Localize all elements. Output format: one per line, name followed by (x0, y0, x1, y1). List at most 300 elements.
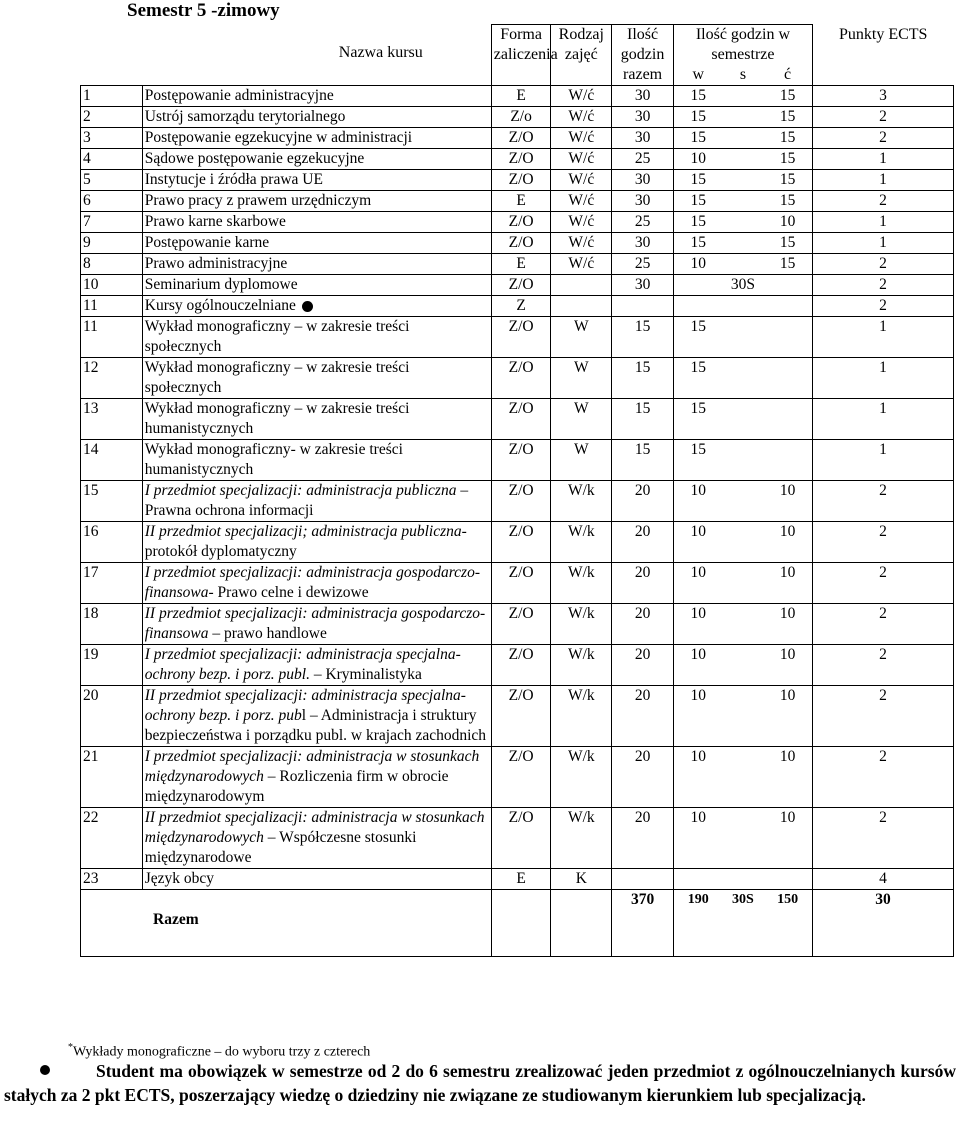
forma-cell: Z/O (491, 686, 551, 747)
razem-cell: 30 (612, 275, 674, 296)
rodzaj-cell: W (551, 358, 612, 399)
c-value: 15 (779, 129, 796, 146)
footnote-text: Wykłady monograficzne – do wyboru trzy z czterech (73, 1044, 371, 1060)
semestr-values (676, 747, 810, 767)
header-sub-s: s (739, 66, 747, 83)
course-name (142, 645, 491, 686)
course-name (142, 107, 491, 128)
rodzaj-cell: W/k (551, 747, 612, 808)
razem-cell: 25 (612, 254, 674, 275)
table-row (81, 191, 954, 212)
header-ilosc: Ilość godzin razem (612, 25, 674, 86)
rodzaj-cell: W (551, 399, 612, 440)
bullet-icon (302, 301, 313, 312)
row-number: 20 (81, 686, 143, 747)
course-name-specialization: I przedmiot specjalizacji: administracja publiczna (144, 482, 457, 499)
course-name-text: Postępowanie karne (144, 234, 270, 251)
semestr-values (676, 645, 810, 665)
table-row (81, 440, 954, 481)
razem-cell: 30 (612, 170, 674, 191)
rodzaj-cell: W/ć (551, 170, 612, 191)
table-row (81, 808, 954, 869)
ects-cell: 1 (812, 358, 953, 399)
s-value (721, 686, 766, 706)
table-row (81, 128, 954, 149)
row-number: 5 (81, 170, 143, 191)
semestr-values (676, 149, 810, 169)
s-value (721, 233, 766, 253)
ects-cell: 2 (812, 107, 953, 128)
course-name-specialization: II przedmiot specjalizacji: administracja w stosunkach międzynarodowych (144, 809, 485, 846)
rodzaj-cell: W/k (551, 563, 612, 604)
table-row (81, 317, 954, 358)
course-name-text: protokół dyplomatyczny (144, 543, 297, 560)
course-name-text: Prawo administracyjne (144, 255, 288, 272)
row-number: 13 (81, 399, 143, 440)
course-name-specialization: I przedmiot specjalizacji: administracja gospodarczo-finansowa- (144, 564, 480, 601)
semestr-cell (673, 399, 812, 440)
c-value: 10 (779, 213, 796, 230)
w-value: 10 (690, 523, 707, 540)
course-name (142, 275, 491, 296)
rodzaj-cell: W/ć (551, 149, 612, 170)
course-name-text: l – Administracja i struktury bezpieczeństwa i porządku publ. w krajach zachodnich (144, 707, 487, 744)
table-row (81, 522, 954, 563)
razem-cell: 20 (612, 645, 674, 686)
w-value: 15 (690, 213, 707, 230)
semestr-cell (673, 149, 812, 170)
course-name-text: Wykład monograficzny – w zakresie treści społecznych (144, 318, 410, 355)
w-value: 10 (690, 809, 707, 826)
s-value (721, 86, 766, 106)
forma-cell: E (491, 869, 551, 890)
rodzaj-cell: W/ć (551, 107, 612, 128)
row-number: 1 (81, 86, 143, 107)
w-value: 10 (690, 564, 707, 581)
w-value: 15 (690, 171, 707, 188)
c-value: 10 (779, 523, 796, 540)
w-value: 10 (690, 748, 707, 765)
semestr-values (676, 481, 810, 501)
table-row (81, 149, 954, 170)
total-w: 190 (687, 892, 709, 907)
course-name-text: Prawo karne skarbowe (144, 213, 286, 230)
rodzaj-cell (551, 296, 612, 317)
ects-cell: 2 (812, 296, 953, 317)
bullet-icon (40, 1065, 50, 1075)
course-name-text: Seminarium dyplomowe (144, 276, 298, 293)
header-semestr-sub (676, 65, 810, 85)
total-ects: 30 (812, 890, 953, 957)
table-row (81, 86, 954, 107)
rodzaj-cell: W/ć (551, 86, 612, 107)
header-forma: Forma zaliczenia (491, 25, 551, 86)
course-name-text: – prawo handlowe (208, 625, 327, 642)
course-name-text: – Prawna ochrona informacji (144, 482, 469, 519)
course-name-text: – Rozliczenia firm w obrocie międzynarodowym (144, 768, 449, 805)
course-name (142, 233, 491, 254)
course-name-specialization: II przedmiot specjalizacji; administracja publiczna- (144, 523, 467, 540)
c-value: 10 (779, 482, 796, 499)
table-row (81, 747, 954, 808)
forma-cell: Z/O (491, 645, 551, 686)
course-name-text: – Kryminalistyka (309, 666, 422, 683)
c-value: 15 (779, 150, 796, 167)
s-value (721, 522, 766, 542)
semestr-values (676, 233, 810, 253)
row-number: 21 (81, 747, 143, 808)
course-name (142, 686, 491, 747)
forma-cell: E (491, 254, 551, 275)
row-number: 22 (81, 808, 143, 869)
course-name (142, 869, 491, 890)
semestr-values (676, 275, 810, 295)
semestr-cell (673, 747, 812, 808)
header-semestr-label: Ilość godzin w semestrze (695, 26, 791, 63)
ects-cell: 2 (812, 191, 953, 212)
forma-cell: Z/o (491, 107, 551, 128)
semestr-cell (673, 254, 812, 275)
semestr-cell (673, 212, 812, 233)
semestr-cell (673, 563, 812, 604)
semestr-cell (673, 86, 812, 107)
ects-cell: 2 (812, 522, 953, 563)
razem-cell: 25 (612, 149, 674, 170)
rodzaj-cell: W (551, 317, 612, 358)
footnote (68, 1042, 370, 1061)
ects-cell: 4 (812, 869, 953, 890)
w-value: 15 (690, 318, 707, 335)
course-name-text: Wykład monograficzny – w zakresie treści społecznych (144, 359, 410, 396)
razem-cell: 30 (612, 86, 674, 107)
ects-cell: 1 (812, 149, 953, 170)
semestr-cell (673, 128, 812, 149)
ects-cell: 2 (812, 563, 953, 604)
ects-cell: 1 (812, 212, 953, 233)
row-number: 6 (81, 191, 143, 212)
w-value: 15 (690, 400, 707, 417)
c-value: 10 (779, 605, 796, 622)
ects-cell: 1 (812, 233, 953, 254)
forma-cell: Z/O (491, 481, 551, 522)
header-rodzaj: Rodzaj zajęć (551, 25, 612, 86)
course-name-text: Postępowanie administracyjne (144, 87, 334, 104)
course-name-text: – Współczesne stosunki międzynarodowe (144, 829, 417, 866)
razem-cell: 30 (612, 128, 674, 149)
row-number: 23 (81, 869, 143, 890)
semestr-values (676, 358, 810, 378)
c-value: 10 (779, 809, 796, 826)
course-name (142, 149, 491, 170)
total-razem: 370 (612, 890, 674, 957)
total-c: 150 (777, 892, 799, 907)
course-name (142, 191, 491, 212)
course-name-text: Sądowe postępowanie egzekucyjne (144, 150, 365, 167)
semestr-values (676, 440, 810, 460)
header-semestr (673, 25, 812, 86)
row-number: 12 (81, 358, 143, 399)
c-value: 10 (779, 646, 796, 663)
s-value (721, 808, 766, 828)
ects-cell: 1 (812, 317, 953, 358)
s-value (721, 358, 766, 378)
rodzaj-cell: W/k (551, 686, 612, 747)
course-name-text: Prawo pracy z prawem urzędniczym (144, 192, 372, 209)
row-number: 18 (81, 604, 143, 645)
forma-cell: Z/O (491, 128, 551, 149)
s-value (721, 191, 766, 211)
ects-cell: 1 (812, 440, 953, 481)
semestr-cell (673, 233, 812, 254)
ects-cell: 2 (812, 275, 953, 296)
forma-cell: Z/O (491, 233, 551, 254)
razem-cell: 20 (612, 604, 674, 645)
course-name (142, 563, 491, 604)
w-value: 15 (690, 441, 707, 458)
c-value: 15 (779, 87, 796, 104)
forma-cell: Z/O (491, 170, 551, 191)
semestr-values (676, 399, 810, 419)
row-number: 8 (81, 254, 143, 275)
razem-cell: 30 (612, 107, 674, 128)
s-value (721, 563, 766, 583)
course-name (142, 128, 491, 149)
course-name-text: Wykład monograficzny- w zakresie treści humanistycznych (144, 441, 403, 478)
w-value: 15 (690, 359, 707, 376)
course-name (142, 440, 491, 481)
c-value (765, 358, 810, 378)
s-value (721, 399, 766, 419)
semestr-values (676, 686, 810, 706)
forma-cell: Z/O (491, 149, 551, 170)
forma-cell: Z/O (491, 399, 551, 440)
course-name (142, 86, 491, 107)
razem-cell: 30 (612, 233, 674, 254)
rodzaj-cell: W/ć (551, 254, 612, 275)
table-row (81, 481, 954, 522)
w-value: 10 (690, 482, 707, 499)
ects-cell: 2 (812, 604, 953, 645)
c-value (765, 440, 810, 460)
row-number: 2 (81, 107, 143, 128)
forma-cell: Z (491, 296, 551, 317)
course-name-specialization: II przedmiot specjalizacji: administracja specjalna-ochrony bezp. i porz. pub (144, 687, 466, 724)
semestr-cell (673, 604, 812, 645)
w-value (676, 275, 721, 295)
s-value (721, 128, 766, 148)
razem-cell: 20 (612, 747, 674, 808)
w-value: 15 (690, 108, 707, 125)
course-name-specialization: II przedmiot specjalizacji: administracja gospodarczo-finansowa (144, 605, 486, 642)
semestr-values (676, 170, 810, 190)
rodzaj-cell: W/k (551, 645, 612, 686)
w-value: 15 (690, 129, 707, 146)
table-row (81, 563, 954, 604)
s-value (721, 254, 766, 274)
forma-cell: Z/O (491, 275, 551, 296)
forma-cell: Z/O (491, 522, 551, 563)
s-value (721, 107, 766, 127)
course-name (142, 399, 491, 440)
semestr-cell (673, 869, 812, 890)
semestr-values (676, 86, 810, 106)
forma-cell: Z/O (491, 358, 551, 399)
s-value (721, 481, 766, 501)
semestr-values (676, 128, 810, 148)
row-number: 11 (81, 296, 143, 317)
course-name (142, 604, 491, 645)
rodzaj-cell: W/k (551, 604, 612, 645)
s-value (721, 170, 766, 190)
c-value (765, 317, 810, 337)
c-value (765, 399, 810, 419)
ects-cell: 2 (812, 686, 953, 747)
c-value: 10 (779, 687, 796, 704)
razem-cell: 20 (612, 808, 674, 869)
razem-cell: 25 (612, 212, 674, 233)
table-row (81, 686, 954, 747)
ects-cell: 3 (812, 86, 953, 107)
s-value (721, 149, 766, 169)
semestr-cell (673, 275, 812, 296)
c-value: 15 (779, 171, 796, 188)
semestr-cell (673, 808, 812, 869)
footnote-mark: * (68, 1042, 73, 1053)
semestr-cell (673, 296, 812, 317)
semestr-cell (673, 358, 812, 399)
course-name (142, 481, 491, 522)
semestr-values (676, 563, 810, 583)
rodzaj-cell: W/k (551, 522, 612, 563)
forma-cell: E (491, 86, 551, 107)
row-number: 10 (81, 275, 143, 296)
forma-cell: Z/O (491, 808, 551, 869)
course-name (142, 296, 491, 317)
course-name-text: Prawo celne i dewizowe (213, 584, 369, 601)
w-value: 10 (690, 687, 707, 704)
c-value (765, 275, 810, 295)
table-row (81, 358, 954, 399)
ects-cell: 2 (812, 808, 953, 869)
table-row (81, 107, 954, 128)
course-name (142, 522, 491, 563)
ects-cell: 2 (812, 645, 953, 686)
semestr-values (676, 522, 810, 542)
semestr-cell (673, 170, 812, 191)
s-value (721, 604, 766, 624)
razem-cell (612, 296, 674, 317)
c-value: 10 (779, 748, 796, 765)
rodzaj-cell: W/ć (551, 233, 612, 254)
course-name-specialization: I przedmiot specjalizacji: administracja specjalna-ochrony bezp. i porz. publ. (144, 646, 461, 683)
razem-cell: 15 (612, 317, 674, 358)
table-row (81, 212, 954, 233)
table-body (81, 86, 954, 890)
s-value (721, 212, 766, 232)
razem-cell: 20 (612, 563, 674, 604)
course-name-text: Wykład monograficzny – w zakresie treści humanistycznych (144, 400, 410, 437)
table-row (81, 645, 954, 686)
w-value: 10 (690, 646, 707, 663)
semestr-values (676, 191, 810, 211)
total-s: 30S (732, 892, 754, 907)
course-name (142, 808, 491, 869)
rodzaj-cell (551, 275, 612, 296)
ects-cell: 2 (812, 747, 953, 808)
rodzaj-cell: W (551, 440, 612, 481)
header-sub-c: ć (784, 66, 792, 83)
s-value (721, 440, 766, 460)
forma-cell: Z/O (491, 440, 551, 481)
w-value: 15 (690, 87, 707, 104)
table-row (81, 399, 954, 440)
row-number: 4 (81, 149, 143, 170)
row-number: 11 (81, 317, 143, 358)
table-row (81, 254, 954, 275)
course-name (142, 358, 491, 399)
header-ects: Punkty ECTS (812, 25, 953, 86)
course-name (142, 212, 491, 233)
semestr-cell (673, 645, 812, 686)
course-name-specialization: I przedmiot specjalizacji: administracja w stosunkach międzynarodowych (144, 748, 480, 785)
rodzaj-cell: W/ć (551, 128, 612, 149)
ects-cell: 1 (812, 170, 953, 191)
course-name (142, 317, 491, 358)
semestr-values (676, 254, 810, 274)
rodzaj-cell: W/k (551, 808, 612, 869)
semestr-values (676, 808, 810, 828)
razem-cell: 20 (612, 481, 674, 522)
forma-cell: Z/O (491, 317, 551, 358)
razem-cell: 15 (612, 399, 674, 440)
semestr-cell (673, 107, 812, 128)
course-name-text: Instytucje i źródła prawa UE (144, 171, 323, 188)
table-row (81, 233, 954, 254)
w-value: 10 (690, 605, 707, 622)
row-number: 19 (81, 645, 143, 686)
row-number: 7 (81, 212, 143, 233)
semestr-cell (673, 191, 812, 212)
rodzaj-cell: W/ć (551, 212, 612, 233)
forma-cell: Z/O (491, 212, 551, 233)
razem-cell: 15 (612, 358, 674, 399)
row-number: 15 (81, 481, 143, 522)
row-number: 17 (81, 563, 143, 604)
student-note (4, 1059, 956, 1107)
table-row (81, 296, 954, 317)
course-name (142, 170, 491, 191)
total-row (81, 890, 954, 957)
semestr-values (676, 604, 810, 624)
row-number: 3 (81, 128, 143, 149)
course-name-text: Ustrój samorządu terytorialnego (144, 108, 346, 125)
semestr-cell (673, 686, 812, 747)
forma-cell: Z/O (491, 747, 551, 808)
c-value: 15 (779, 108, 796, 125)
s-value: 30S (730, 276, 755, 293)
forma-cell: Z/O (491, 563, 551, 604)
razem-cell (612, 869, 674, 890)
table-header-row (81, 25, 954, 86)
header-name: Nazwa kursu (81, 25, 492, 86)
semestr-cell (673, 317, 812, 358)
header-sub-w: w (692, 66, 705, 83)
course-name-text: Postępowanie egzekucyjne w administracji (144, 129, 413, 146)
row-number: 16 (81, 522, 143, 563)
rodzaj-cell: W/ć (551, 191, 612, 212)
c-value: 15 (779, 255, 796, 272)
course-name (142, 747, 491, 808)
